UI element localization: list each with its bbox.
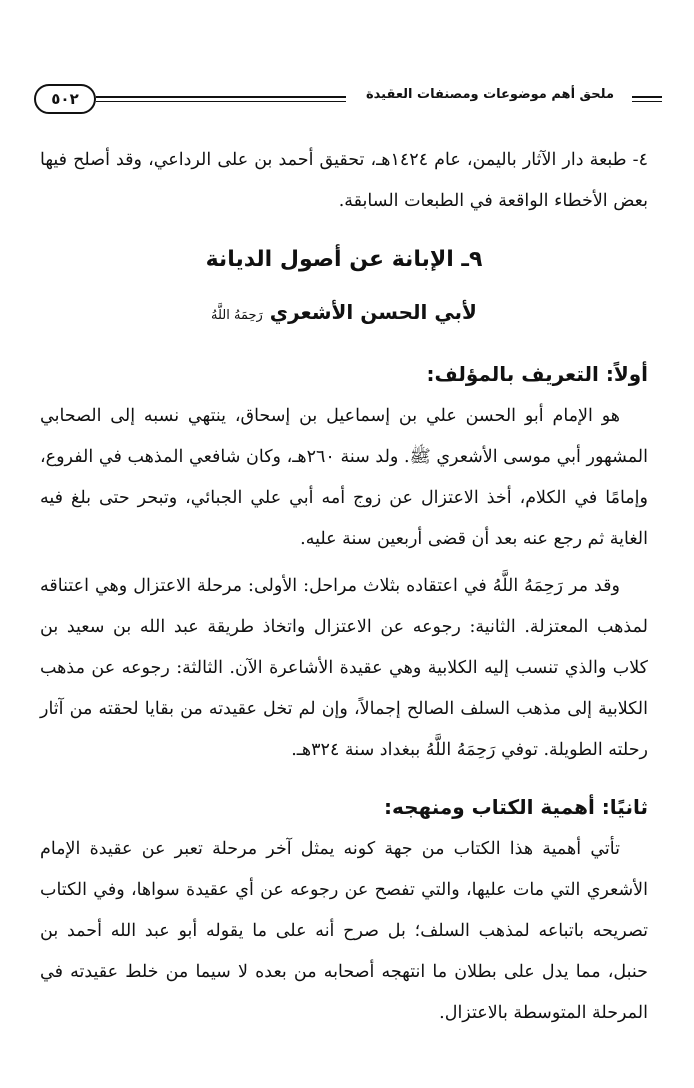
paragraph: تأتي أهمية هذا الكتاب من جهة كونه يمثل آخر مرحلة تعبر عن عقيدة الإمام الأشعري التي مات عليها، والتي تفصح عن رجوعه عن أي عقيدة سواها، وفي الكتاب تصريحه باتباعه لمذهب السلف؛ بل صرح أنه على ما يقوله أبو عبد الله أحمد بن حنبل، مما يدل على بطلان ما انتهجه أصحابه من بعده لا سيما من خلط عقيدته في المرحلة المتوسطة بالاعتزال. (40, 839, 648, 1023)
header-rule (96, 96, 346, 98)
header-rule (632, 96, 662, 98)
paragraph: هو الإمام أبو الحسن علي بن إسماعيل بن إسحاق، ينتهي نسبه إلى الصحابي المشهور أبي موسى الأشعري ﷺ. ولد سنة ٢٦٠هـ، وكان شافعي المذهب في الفروع، وإمامًا في الكلام، أخذ الاعتزال عن زوج أمه أبي علي الجبائي، وتبحر حتى بلغ فيه الغاية ثم رجع عنه بعد أن قضى أربعين سنة عليه. (40, 406, 649, 549)
running-header (34, 84, 662, 116)
book-author (40, 290, 648, 338)
author-honorific: رَحِمَهُ اللَّهُ (211, 308, 263, 323)
page-number: ٥٠٢ (34, 84, 96, 114)
header-rule (96, 101, 346, 102)
header-rule (632, 101, 662, 102)
paragraph: وقد مر رَحِمَهُ اللَّهُ في اعتقاده بثلاث مراحل: الأولى: مرحلة الاعتزال وهي اعتناقه لمذهب المعتزلة. الثانية: رجوعه عن الاعتزال واتخاذ طريقة عبد الله بن سعيد بن كلاب والذي تنسب إليه الكلابية وهي عقيدة الأشاعرة الآن. الثالثة: رجوعه عن مذهب الكلابية إلى مذهب السلف الصالح إجمالاً، وإن لم تخل عقيدته من بقايا لحقته من آثار رحلته الطويلة. توفي رَحِمَهُ اللَّهُ ببغداد سنة ٣٢٤هـ. (40, 576, 648, 760)
book-title: ٩ـ الإبانة عن أصول الديانة (205, 247, 483, 272)
edition-note: ٤- طبعة دار الآثار باليمن، عام ١٤٢٤هـ، تحقيق أحمد بن على الرداعي، وقد أصلح فيها بعض الأخطاء الواقعة في الطبعات السابقة. (40, 150, 648, 211)
section-heading-importance: ثانيًا: أهمية الكتاب ومنهجه: (383, 795, 648, 819)
section-heading-author: أولاً: التعريف بالمؤلف: (426, 362, 648, 386)
author-name: لأبي الحسن الأشعري (269, 300, 477, 324)
page-body (40, 140, 648, 1034)
header-title: ملحق أهم موضوعات ومصنفات العقيدة (365, 87, 614, 102)
